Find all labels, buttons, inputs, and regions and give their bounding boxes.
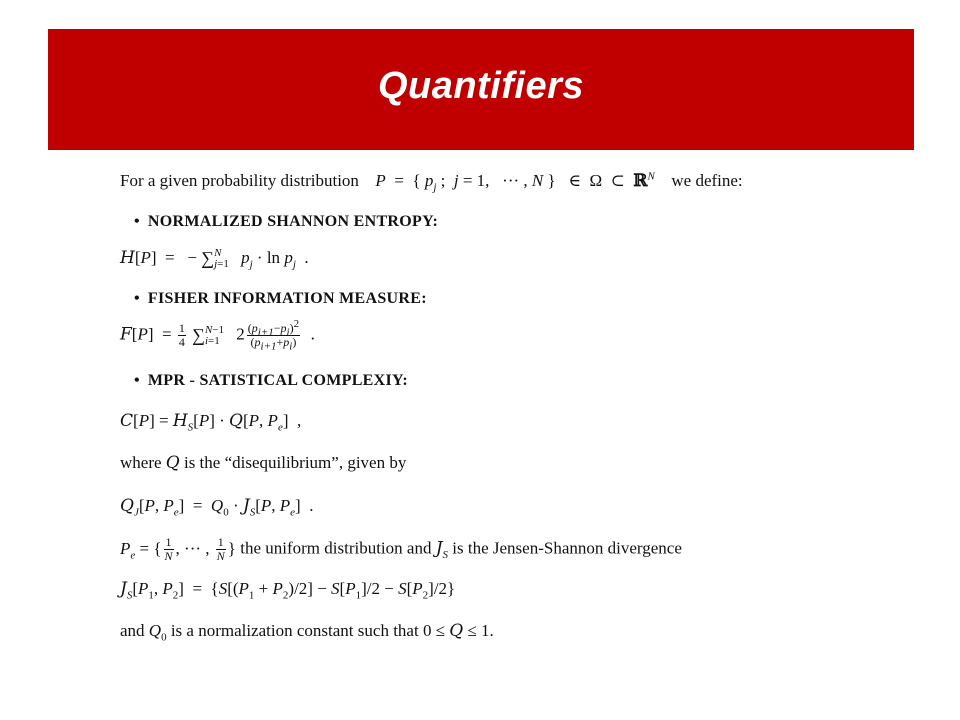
bullet-dot-icon: • — [134, 372, 140, 389]
q0-line: and $Q_0$ is a normalization constant such that 0 ≤ Q ≤ 1. — [120, 621, 494, 644]
bullet-dot-icon: • — [134, 290, 140, 307]
js-text: is the Jensen-Shannon divergence — [452, 538, 682, 558]
bullet-mpr-label: MPR - SATISTICAL COMPLEXIY: — [147, 372, 409, 389]
slide-title: Quantifiers — [377, 65, 585, 107]
where-q-prefix: where — [120, 453, 162, 472]
bullet-mpr — [120, 372, 408, 390]
formula-complexity: $C[P] = H_S[P] \cdot Q[P$, $P_e$] , — [120, 411, 302, 434]
where-q-suffix: is the “disequilibrium”, given by — [183, 453, 407, 472]
title-banner — [48, 29, 914, 150]
q0-text: is a normalization constant such that — [170, 621, 419, 640]
uniform-text: the uniform distribution and — [240, 538, 432, 558]
intro-line — [120, 170, 743, 194]
bullet-fisher — [120, 290, 427, 308]
uniform-line: $P_e$ = { $\frac{1}{N}$ , ··· , $\frac{1}{N}$ } the uniform distribution and $J_S$ is the Jensen-Shannon divergence — [120, 535, 682, 564]
bullet-entropy-label: NORMALIZED SHANNON ENTROPY: — [147, 213, 439, 230]
intro-suffix: we define: — [671, 171, 743, 190]
bullet-fisher-label: FISHER INFORMATION MEASURE: — [147, 290, 427, 307]
formula-uniform: $P_e$ = { $\frac{1}{N}$ , ··· , $\frac{1}{N}$ } — [120, 535, 236, 564]
q0-prefix: and — [120, 621, 145, 640]
formula-fisher: F[P] = $\frac{1}{4}$ ∑ N−1 i=1 2 $\frac{(p_{i+1}-p_i)^2}{(p_{i+1}+p_i)}$ . — [120, 318, 315, 353]
formula-qj: $Q_J[P$, $P_e] = Q_0 \cdot J_S[P$, $P_e$] . — [120, 496, 314, 519]
where-q-line: where Q is the “disequilibrium”, given by — [120, 453, 407, 473]
formula-js: $J_S[P_1$, $P_2] = \{S[(P_1 + P_2)/2] - S[P_1]/2 - S[P_2]/2\}$ — [120, 579, 456, 602]
bullet-dot-icon: • — [134, 213, 140, 230]
bullet-entropy — [120, 213, 438, 231]
formula-q-bounds: 0 ≤ Q ≤ 1. — [422, 621, 494, 641]
formula-distribution: P = { $p_j$ ; j = 1, ··· , N } ∈ Ω ⊂ ℝ$^N$ — [375, 170, 655, 194]
intro-prefix: For a given probability distribution — [120, 171, 359, 190]
formula-entropy: H[P] = − ∑ N j=1 $p_j \cdot \ln p_j$ . — [120, 247, 309, 271]
